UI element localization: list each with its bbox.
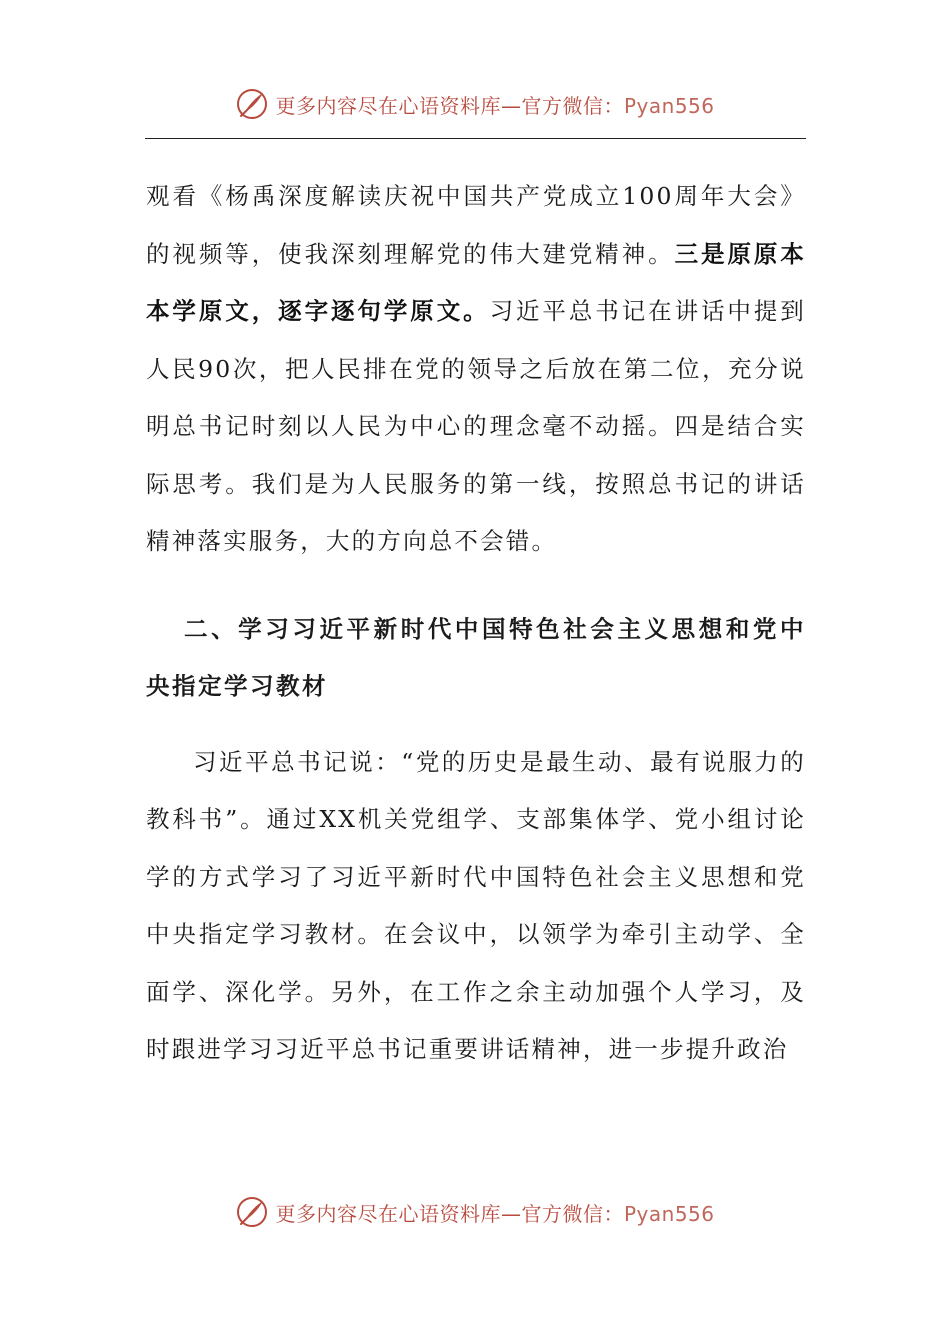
paragraph-1-bold-phrase: 三是原原本本学原文，逐字逐句学原文。 bbox=[146, 239, 807, 325]
footer-watermark bbox=[0, 1192, 950, 1232]
watermark-main: 更多内容尽在心语资料库—官方微信： bbox=[275, 93, 624, 118]
watermark-wechat-id: Pyan556 bbox=[623, 1201, 715, 1226]
header-watermark bbox=[0, 84, 950, 124]
watermark-text bbox=[275, 1198, 714, 1227]
quill-logo-icon bbox=[235, 1195, 269, 1229]
header-divider bbox=[145, 138, 806, 139]
section-heading: 二、学习习近平新时代中国特色社会主义思想和党中央指定学习教材 bbox=[146, 614, 806, 700]
watermark-main: 更多内容尽在心语资料库—官方微信： bbox=[275, 1201, 624, 1226]
paragraph-1 bbox=[146, 168, 806, 571]
quill-logo-icon bbox=[235, 87, 269, 121]
watermark-text bbox=[275, 90, 714, 119]
paragraph-1-text-b: 习近平总书记在讲话中提到人民90次，把人民排在党的领导之后放在第二位，充分说明总书记时刻以人民为中心的理念毫不动摇。四是结合实际思考。我们是为人民服务的第一线，按照总书记的讲话精神落实服务，大的方向总不会错。 bbox=[146, 297, 806, 555]
paragraph-3: 习近平总书记说：“党的历史是最生动、最有说服力的教科书”。通过XX机关党组学、支部集体学、党小组讨论学的方式学习了习近平新时代中国特色社会主义思想和党中央指定学习教材。在会议中，以领学为牵引主动学、全面学、深化学。另外，在工作之余主动加强个人学习，及时跟进学习习近平总书记重要讲话精神，进一步提升政治 bbox=[146, 747, 806, 1063]
watermark-wechat-id: Pyan556 bbox=[623, 93, 715, 118]
document-body bbox=[146, 168, 806, 1079]
paragraph-1-text-a: 观看《杨禹深度解读庆祝中国共产党成立100周年大会》的视频等，使我深刻理解党的伟大建党精神。 bbox=[146, 182, 806, 268]
